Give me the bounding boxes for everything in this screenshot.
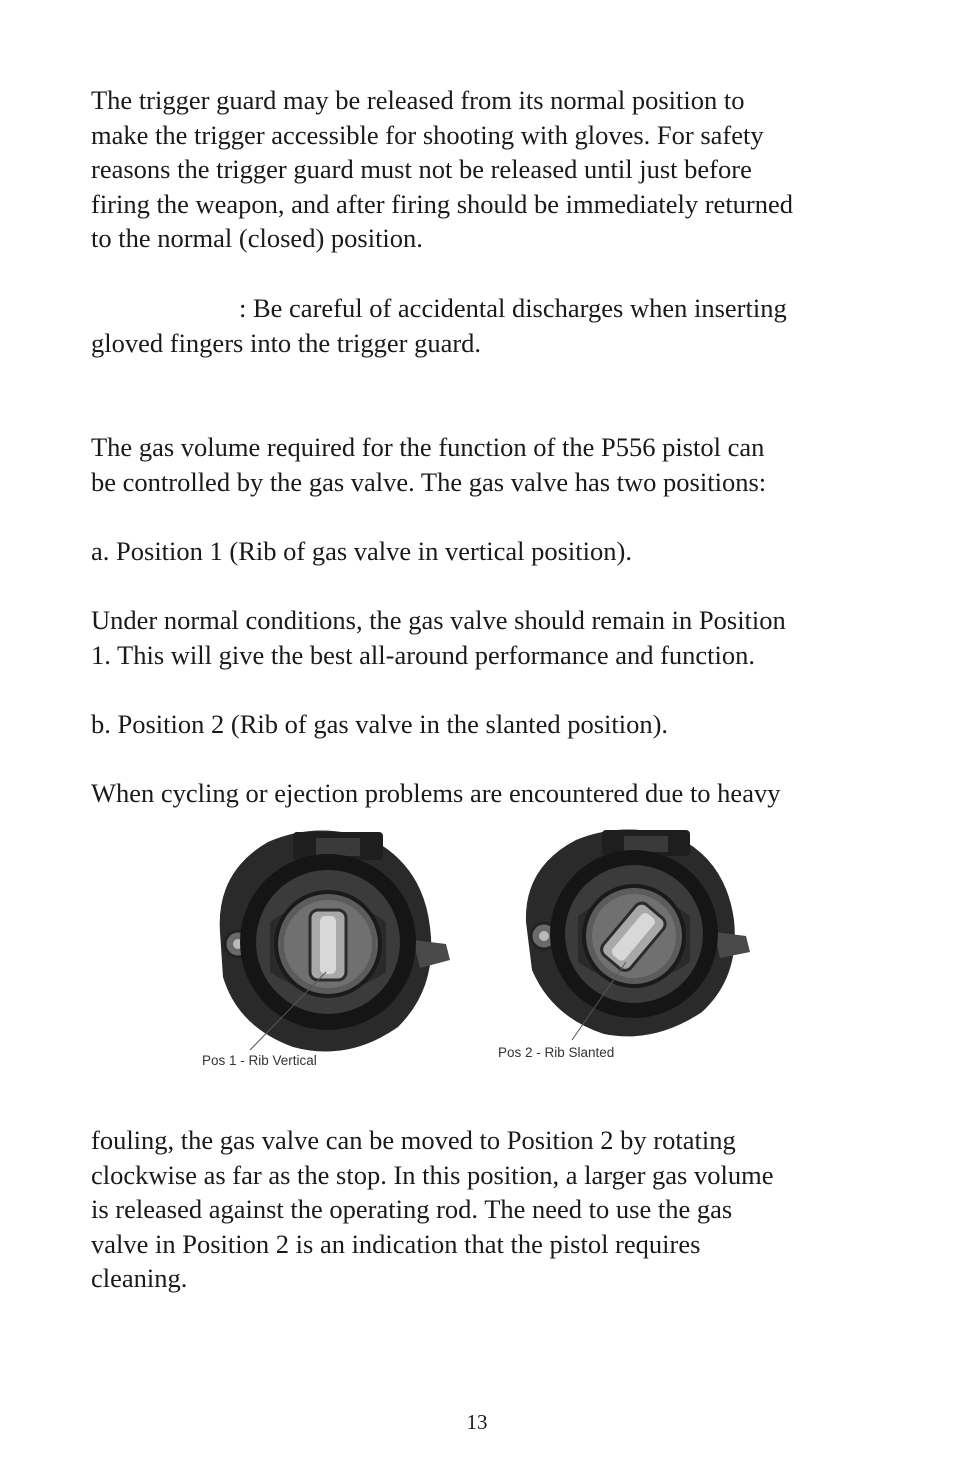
warning-paragraph: : Be careful of accidental discharges when inserting gloved fingers into the trigger guard. [91, 293, 787, 358]
trigger-guard-paragraph: The trigger guard may be released from its normal position to make the trigger accessible for shooting with gloves. For safety reasons the trigger guard must not be released until just before firing the weapon, and after firing should be immediately returned to the normal (closed) position. [91, 85, 794, 254]
gas-valve-vertical-illustration [202, 830, 450, 1068]
gas-valve-slanted-illustration [498, 829, 750, 1060]
position-1-description: Under normal conditions, the gas valve should remain in Position 1. This will give the best all-around performance and function. [91, 605, 786, 670]
gas-valve-figure [198, 812, 750, 1088]
caption-position-1: Pos 1 - Rib Vertical [202, 1053, 317, 1068]
gas-valve-intro-paragraph: The gas volume required for the function of the P556 pistol can be controlled by the gas valve. The gas valve has two positions: [91, 432, 767, 497]
caption-position-2: Pos 2 - Rib Slanted [498, 1045, 615, 1060]
position-1-heading: a. Position 1 (Rib of gas valve in vertical position). [91, 536, 632, 566]
position-2-description-continued: fouling, the gas valve can be moved to Position 2 by rotating clockwise as far as the stop. In this position, a larger gas volume is released against the operating rod. The need to use the gas valve in Position 2 is an indication that the pistol requires cleaning. [91, 1125, 774, 1294]
page-number: 13 [466, 1410, 488, 1434]
position-2-heading: b. Position 2 (Rib of gas valve in the slanted position). [91, 709, 669, 739]
position-2-description-start: When cycling or ejection problems are encountered due to heavy [91, 778, 781, 808]
